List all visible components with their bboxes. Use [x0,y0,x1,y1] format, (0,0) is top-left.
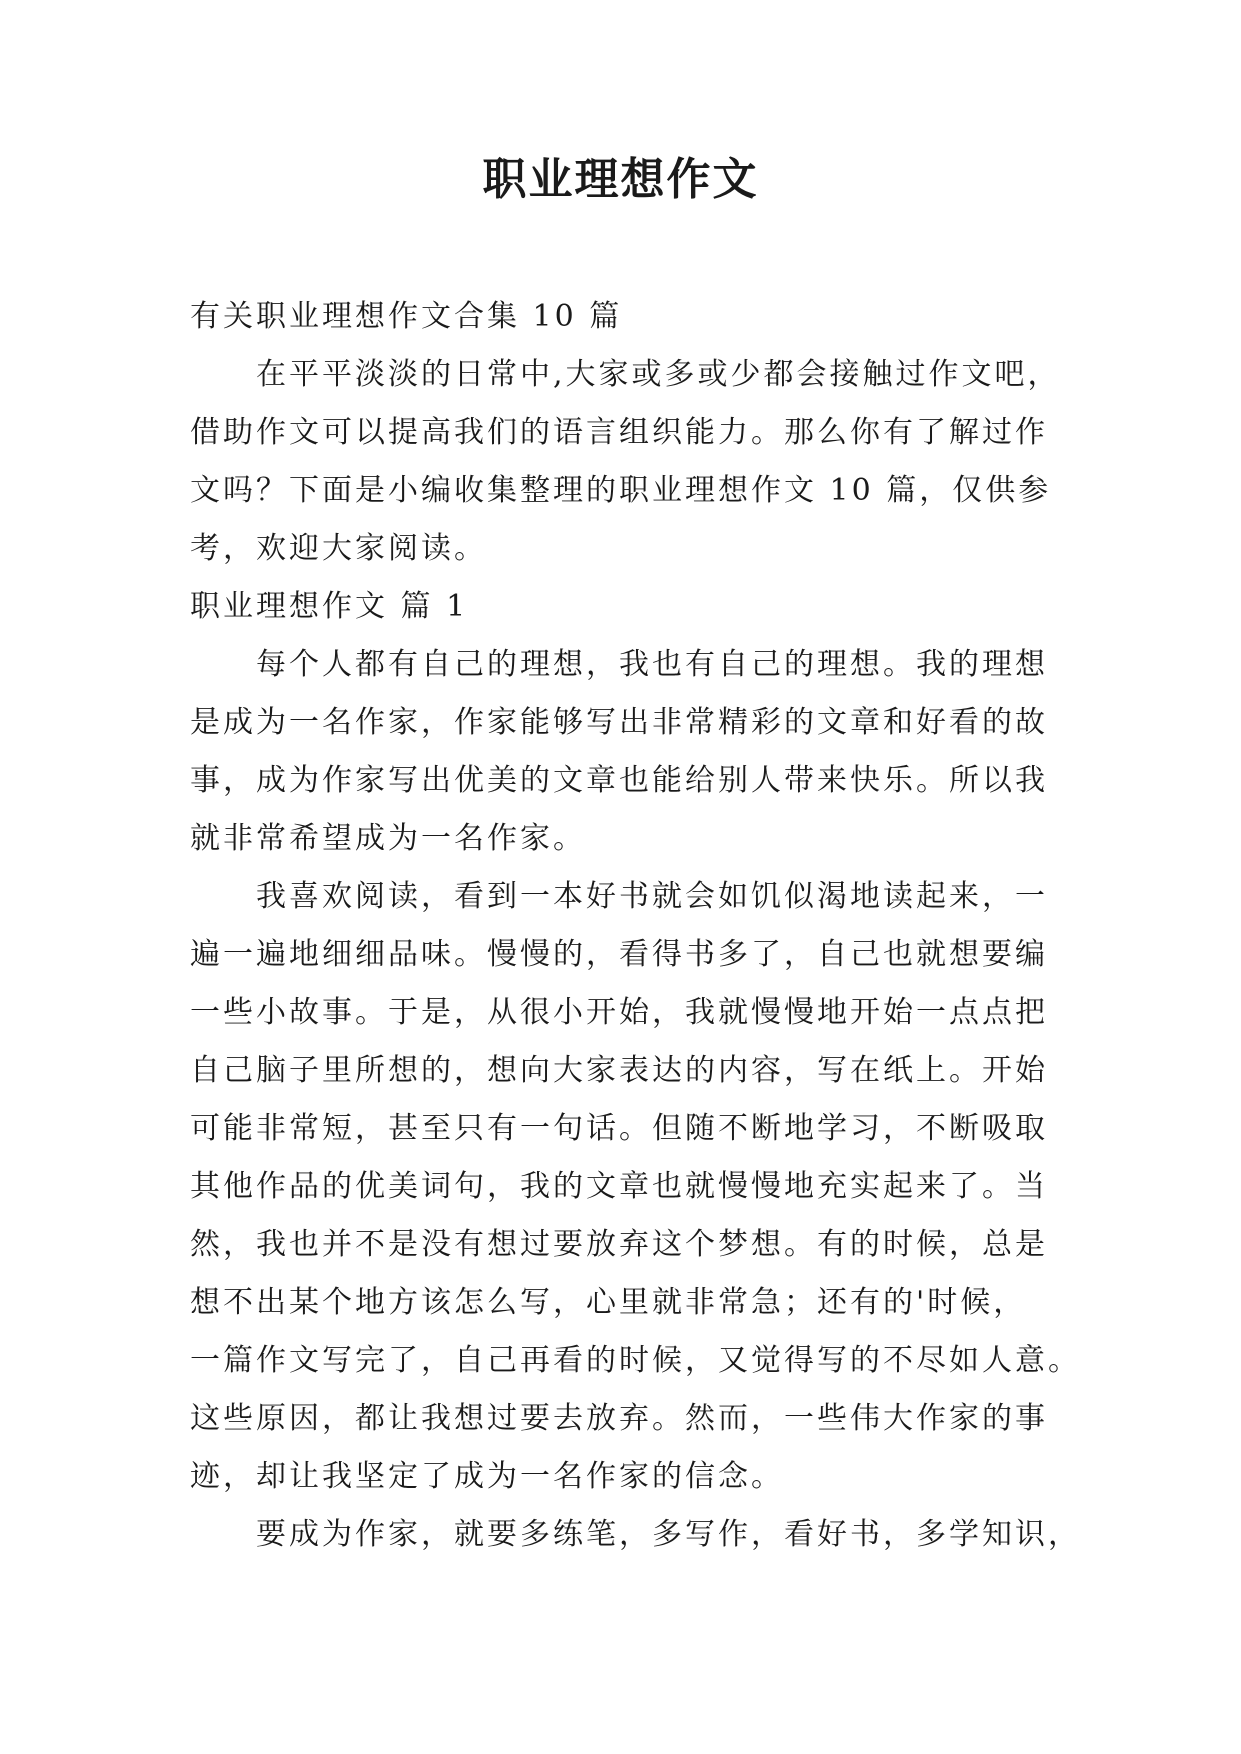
subtitle-line: 有关职业理想作文合集 10 篇 [190,299,623,334]
paragraph-line: 自己脑子里所想的，想向大家表达的内容，写在纸上。开始 [190,1053,1048,1088]
section-heading: 职业理想作文 篇 1 [190,589,469,624]
paragraph-line: 一篇作文写完了，自己再看的时候，又觉得写的不尽如人意。 [190,1343,1081,1378]
paragraph-line: 借助作文可以提高我们的语言组织能力。那么你有了解过作 [190,415,1048,450]
paragraph-line: 在平平淡淡的日常中,大家或多或少都会接触过作文吧， [256,357,1061,392]
paragraph-line: 文吗？下面是小编收集整理的职业理想作文 10 篇，仅供参 [190,473,1052,508]
paragraph-line: 每个人都有自己的理想，我也有自己的理想。我的理想 [256,647,1048,682]
paragraph-line: 其他作品的优美词句，我的文章也就慢慢地充实起来了。当 [190,1169,1048,1204]
paragraph-line: 事，成为作家写出优美的文章也能给别人带来快乐。所以我 [190,763,1048,798]
paragraph-line: 遍一遍地细细品味。慢慢的，看得书多了，自己也就想要编 [190,937,1048,972]
paragraph-line: 可能非常短，甚至只有一句话。但随不断地学习，不断吸取 [190,1111,1048,1146]
paragraph-line: 是成为一名作家，作家能够写出非常精彩的文章和好看的故 [190,705,1048,740]
paragraph-line: 就非常希望成为一名作家。 [190,821,586,856]
paragraph-line: 然，我也并不是没有想过要放弃这个梦想。有的时候，总是 [190,1227,1048,1262]
paragraph-line: 一些小故事。于是，从很小开始，我就慢慢地开始一点点把 [190,995,1048,1030]
paragraph-line: 想不出某个地方该怎么写，心里就非常急；还有的'时候， [190,1285,1027,1320]
paragraph-line: 迹，却让我坚定了成为一名作家的信念。 [190,1459,784,1494]
document-title: 职业理想作文 [482,154,759,205]
document-body [190,288,1081,1564]
paragraph-line: 要成为作家，就要多练笔，多写作，看好书，多学知识， [256,1517,1081,1552]
paragraph-line: 我喜欢阅读，看到一本好书就会如饥似渴地读起来，一 [256,879,1048,914]
paragraph-line: 考，欢迎大家阅读。 [190,531,487,566]
paragraph-line: 这些原因，都让我想过要去放弃。然而，一些伟大作家的事 [190,1401,1048,1436]
